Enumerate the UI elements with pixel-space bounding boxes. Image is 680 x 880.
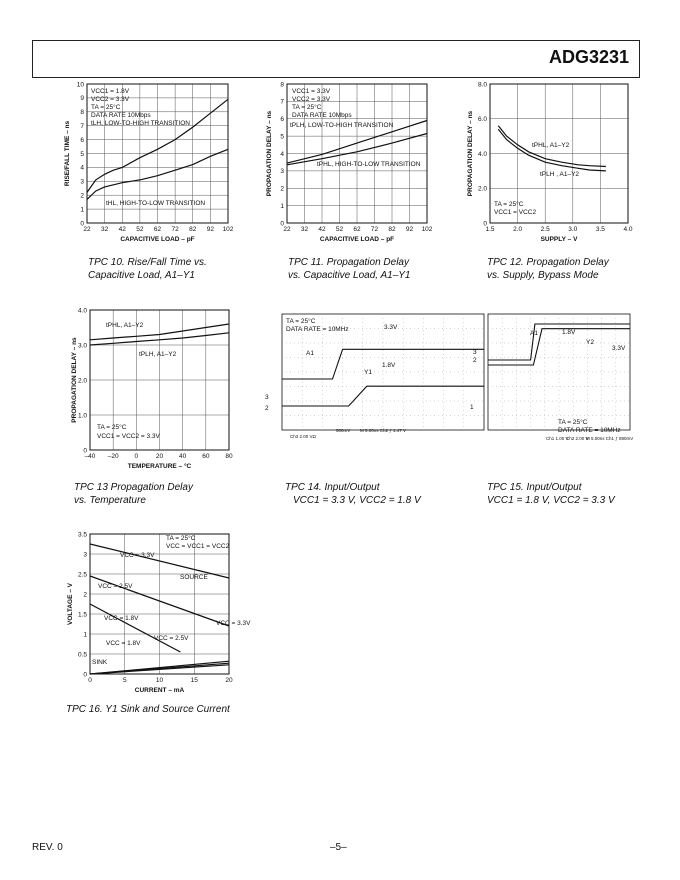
y-tick-label: 1: [280, 202, 284, 210]
chart-tpc14: [262, 310, 492, 445]
chart-tpc15: [462, 310, 652, 445]
x-tick-label: 5: [122, 677, 127, 684]
y-tick-label: 2.0: [77, 377, 87, 385]
x-tick-label: 0: [88, 677, 92, 684]
y-tick-label: 10: [76, 81, 84, 89]
condition-text: DATA RATE 10Mbps: [292, 112, 352, 119]
channel-marker: 3: [265, 394, 269, 401]
chart-tpc16: [62, 530, 251, 695]
x-tick-label: 102: [421, 226, 433, 233]
condition-text: VCC1 = 1.8V: [91, 88, 130, 95]
condition-text: VCC1 = VCC2 = 3.3V: [97, 433, 160, 440]
trace-label: 1.8V: [382, 362, 396, 369]
y-tick-label: 8: [280, 81, 284, 89]
condition-text: TA = 25°C: [286, 318, 316, 325]
series-label: VCC = 1.8V: [106, 640, 141, 647]
y-tick-label: 6: [80, 136, 84, 144]
x-tick-label: 20: [155, 453, 164, 460]
y-tick-label: 0: [83, 671, 87, 679]
y-tick-label: 2.5: [77, 571, 87, 579]
condition-text: DATA RATE = 10MHz: [558, 427, 621, 434]
y-tick-label: 5: [80, 150, 84, 158]
x-axis-label: CAPACITIVE LOAD – pF: [319, 236, 395, 243]
y-tick-label: 0: [483, 220, 487, 228]
y-tick-label: 4.0: [477, 150, 487, 158]
y-axis-label: PROPAGATION DELAY – ns: [467, 110, 474, 197]
x-tick-label: 15: [190, 677, 198, 684]
condition-text: DATA RATE = 10MHz: [286, 326, 349, 333]
x-tick-label: 4.0: [623, 226, 633, 233]
x-tick-label: 102: [222, 226, 234, 233]
trace-label: A1: [306, 350, 314, 357]
x-tick-label: 62: [353, 226, 361, 233]
chart-tpc12: [462, 80, 642, 250]
caption-tpc10: TPC 10. Rise/Fall Time vs. Capacitive Load, A1–Y1: [88, 257, 207, 281]
y-tick-label: 8: [80, 109, 84, 117]
x-axis-label: CURRENT – mA: [134, 687, 185, 694]
condition-text: VCC1 = VCC2: [494, 209, 537, 216]
x-tick-label: 20: [225, 677, 233, 684]
footer-page-number: –5–: [330, 842, 347, 853]
condition-text: TA = 25°C: [91, 104, 121, 111]
x-axis-label: TEMPERATURE – °C: [127, 463, 192, 470]
series-label: tLH, LOW-TO-HIGH TRANSITION: [91, 120, 190, 127]
x-tick-label: 72: [171, 226, 179, 233]
y-tick-label: 0: [83, 447, 87, 455]
chart-tpc11: [262, 80, 462, 250]
annotation-sink: SINK: [92, 659, 108, 666]
annotation-source: SOURCE: [180, 574, 208, 581]
y-tick-label: 6: [280, 116, 284, 124]
caption-tpc12: TPC 12. Propagation Delay vs. Supply, Bypass Mode: [487, 257, 609, 281]
x-tick-label: 32: [101, 226, 109, 233]
y-axis-label: VOLTAGE – V: [67, 582, 74, 626]
x-tick-label: 52: [136, 226, 144, 233]
series-label: tPHL, A1–Y2: [106, 322, 144, 329]
condition-text: VCC = VCC1 = VCC2: [166, 543, 230, 550]
series-label: VCC = 3.3V: [216, 620, 251, 627]
scope-readout: M 5.00ns Ch1 ƒ 890mV: [586, 436, 634, 441]
condition-text: TA = 25°C: [494, 201, 524, 208]
part-number: ADG3231: [548, 47, 629, 67]
y-tick-label: 5: [280, 133, 284, 141]
series-label: VCC = 2.5V: [154, 635, 189, 642]
x-tick-label: 42: [118, 226, 126, 233]
y-tick-label: 7: [280, 98, 284, 106]
y-tick-label: 4.0: [77, 307, 87, 315]
series-label: tPHL, HIGH-TO-LOW TRANSITION: [317, 161, 421, 168]
x-tick-label: 80: [225, 453, 233, 460]
caption-tpc11: TPC 11. Propagation Delay vs. Capacitive Load, A1–Y1: [288, 257, 411, 281]
condition-text: TA = 25°C: [558, 419, 588, 426]
scope-readout: M 5.00ns Ch2 ƒ 1.47 V: [360, 428, 407, 433]
y-tick-label: 4: [280, 150, 284, 158]
condition-text: VCC2 = 3.3V: [292, 96, 331, 103]
caption-tpc14: TPC 14. Input/Output VCC1 = 3.3 V, VCC2 = 1.8 V: [285, 482, 421, 506]
x-axis-label: CAPACITIVE LOAD – pF: [120, 236, 195, 243]
series-label: tHL, HIGH-TO-LOW TRANSITION: [106, 200, 206, 207]
condition-text: TA = 25°C: [166, 535, 196, 542]
x-tick-label: 22: [83, 226, 91, 233]
condition-text: VCC2 = 3.3V: [91, 96, 130, 103]
series-label: tPLH, A1–Y2: [139, 351, 177, 358]
y-tick-label: 1.5: [77, 611, 87, 619]
y-tick-label: 8.0: [477, 81, 487, 89]
y-tick-label: 7: [80, 123, 84, 130]
y-tick-label: 3: [80, 178, 84, 186]
condition-text: TA = 25°C: [97, 424, 127, 431]
x-tick-label: 2.5: [540, 226, 550, 233]
x-axis-label: SUPPLY – V: [540, 236, 578, 243]
x-tick-label: 42: [318, 226, 326, 233]
x-tick-label: 52: [335, 226, 344, 233]
chart-tpc13: [66, 305, 241, 470]
x-tick-label: 92: [206, 226, 214, 233]
x-tick-label: 92: [405, 226, 414, 233]
y-tick-label: 3.0: [77, 342, 87, 350]
y-tick-label: 0: [80, 220, 84, 228]
y-tick-label: 3: [280, 168, 284, 176]
series-label: VCC = 2.5V: [98, 583, 133, 590]
trace-label: 1.8V: [562, 329, 576, 336]
scope-readout: Ch3 2.00 VΩ: [290, 434, 316, 439]
page-header: [32, 40, 640, 78]
y-axis-label: PROPAGATION DELAY – ns: [71, 337, 78, 423]
trace-label: Y1: [364, 369, 372, 376]
x-tick-label: –40: [84, 453, 96, 460]
chart-tpc10: [60, 80, 260, 250]
y-tick-label: 1.0: [77, 412, 87, 420]
condition-text: TA = 25°C: [292, 104, 322, 111]
trace-label: A1: [530, 330, 538, 337]
caption-tpc16: TPC 16. Y1 Sink and Source Current: [66, 704, 230, 715]
channel-marker: 2: [473, 357, 477, 364]
caption-tpc13: TPC 13 Propagation Delay vs. Temperature: [74, 482, 193, 506]
x-tick-label: 60: [202, 453, 210, 460]
y-tick-label: 2: [280, 185, 284, 193]
condition-text: DATA RATE 10Mbps: [91, 112, 151, 119]
y-tick-label: 1: [80, 206, 84, 214]
x-tick-label: 62: [153, 226, 162, 233]
scope-readout: Ch2 2.00 V: [566, 436, 589, 441]
y-tick-label: 6.0: [477, 116, 487, 124]
x-tick-label: 22: [283, 226, 291, 233]
trace-label: 3.3V: [384, 324, 398, 331]
x-tick-label: 10: [155, 677, 164, 684]
scope-readout: Ch1 1.00 V: [546, 436, 569, 441]
series-label: tPLH , A1–Y2: [540, 171, 580, 178]
y-tick-label: 2: [80, 192, 84, 200]
series-label: VCC = 3.3V: [120, 552, 155, 559]
y-tick-label: 2.0: [477, 185, 487, 193]
x-tick-label: –20: [107, 453, 119, 460]
series-label: VCC = 1.8V: [104, 615, 139, 622]
x-tick-label: 2.0: [513, 226, 523, 233]
x-tick-label: 82: [189, 226, 197, 233]
y-axis-label: RISE/FALL TIME – ns: [64, 120, 71, 187]
channel-marker: 3: [473, 349, 477, 356]
y-tick-label: 1: [83, 631, 87, 639]
y-tick-label: 0: [280, 220, 284, 228]
condition-text: VCC1 = 3.3V: [292, 88, 331, 95]
y-tick-label: 0.5: [77, 651, 87, 659]
trace-label: Y2: [586, 339, 594, 346]
y-tick-label: 9: [80, 95, 84, 103]
y-axis-label: PROPAGATION DELAY – ns: [266, 110, 273, 197]
x-tick-label: 32: [300, 226, 309, 233]
x-tick-label: 40: [179, 453, 187, 460]
y-tick-label: 3.5: [77, 531, 87, 539]
x-tick-label: 72: [370, 226, 379, 233]
footer-revision: REV. 0: [32, 842, 63, 853]
caption-tpc15: TPC 15. Input/Output VCC1 = 1.8 V, VCC2 = 3.3 V: [487, 482, 615, 506]
x-tick-label: 82: [388, 226, 396, 233]
y-tick-label: 4: [80, 164, 84, 172]
channel-marker: 1: [470, 404, 474, 411]
x-tick-label: 0: [134, 453, 139, 460]
series-line: [498, 129, 606, 171]
trace-label: 3.3V: [612, 345, 626, 352]
y-tick-label: 3: [83, 551, 87, 559]
x-tick-label: 3.5: [595, 226, 605, 233]
x-tick-label: 3.0: [568, 226, 578, 233]
channel-marker: 2: [265, 405, 269, 412]
scope-readout: 500mV: [336, 428, 351, 433]
x-tick-label: 1.5: [485, 226, 495, 233]
y-tick-label: 2: [83, 591, 87, 599]
series-label: tPHL, A1–Y2: [532, 142, 570, 149]
series-label: tPLH, LOW-TO-HIGH TRANSITION: [290, 122, 394, 129]
